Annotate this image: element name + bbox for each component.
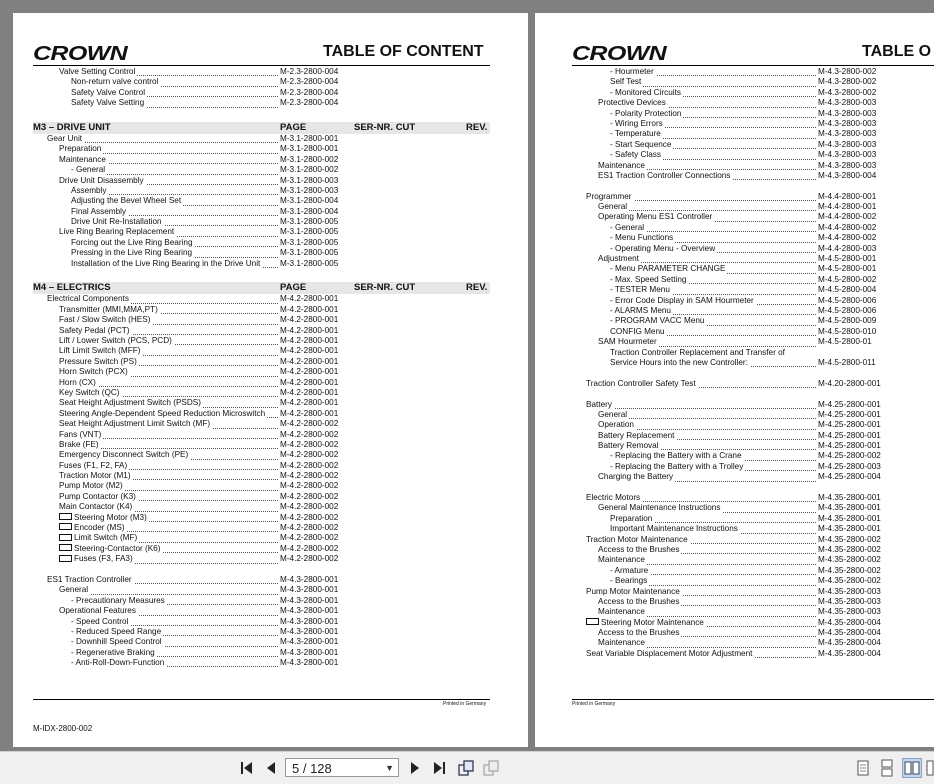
left-pdf-page xyxy=(13,13,528,747)
toc-entry-text: Maintenance xyxy=(598,555,645,565)
toc-entry-page: M-4.35-2800-002 xyxy=(818,565,881,575)
toc-entry-text: Pressure Switch (PS) xyxy=(59,356,137,366)
toc-entry-text: - General xyxy=(610,222,645,232)
toc-entry-page: M-4.2-2800-002 xyxy=(280,450,339,460)
toc-left xyxy=(33,67,490,668)
toc-entry-page: M-4.35-2800-004 xyxy=(818,638,881,648)
toc-entry-text: Self Test xyxy=(610,77,642,87)
battery-symbol-icon xyxy=(59,544,72,551)
toc-entry-page: M-4.4-2800-003 xyxy=(818,243,877,253)
toc-entry-page: M-3.1-2800-001 xyxy=(280,133,339,143)
toc-entry-text: Protective Devices xyxy=(598,98,666,108)
toc-entry-text: Steering Motor Maintenance xyxy=(601,617,704,627)
previous-page-icon[interactable] xyxy=(261,758,281,778)
page-indicator: 5 / 128 xyxy=(292,761,332,776)
toc-entry-text: Programmer xyxy=(586,191,632,201)
toc-entry-text: Key Switch (QC) xyxy=(59,387,120,397)
page-title: TABLE O xyxy=(862,43,932,60)
toc-entry-text: Pump Contactor (K3) xyxy=(59,491,136,501)
toc-entry-page: M-4.35-2800-004 xyxy=(818,648,881,658)
toc-entry-page: M-4.3-2800-001 xyxy=(280,637,339,647)
toc-entry-page: M-4.25-2800-004 xyxy=(818,472,881,482)
toc-entry-text: - Start Sequence xyxy=(610,139,672,149)
toc-entry-page: M-4.3-2800-003 xyxy=(818,150,877,160)
toc-entry-page: M-4.5-2800-004 xyxy=(818,285,877,295)
toc-entry-page: M-4.2-2800-002 xyxy=(280,471,339,481)
toc-entry-text: - Anti-Roll-Down-Function xyxy=(71,658,165,668)
toc-entry-text: Battery Removal xyxy=(598,441,659,451)
chevron-down-icon: ▼ xyxy=(385,763,394,773)
toc-entry-label xyxy=(598,472,675,482)
battery-symbol-icon xyxy=(59,523,72,530)
toc-entry-page: M-4.5-2800-009 xyxy=(818,316,877,326)
toc-entry[interactable] xyxy=(572,337,882,347)
toc-entry-page: M-4.5-2800-011 xyxy=(818,357,876,367)
footer-rule xyxy=(33,699,490,700)
rotate-icon[interactable] xyxy=(456,758,476,778)
printed-in-germany: Printed in Germany xyxy=(443,701,487,707)
right-pdf-page xyxy=(535,13,934,747)
toc-entry-page: M-4.2-2800-002 xyxy=(280,439,339,449)
toc-entry-text: Transmitter (MMI,MMA,PT) xyxy=(59,304,158,314)
toc-entry-page: M-4.35-2800-003 xyxy=(818,596,881,606)
toc-entry-page: M-4.2-2800-002 xyxy=(280,460,339,470)
toc-entry-text: Adjustment xyxy=(598,254,639,264)
toc-entry-text: Charging the Battery xyxy=(598,472,674,482)
battery-symbol-icon xyxy=(586,618,599,625)
toc-entry-page: M-3.1-2800-002 xyxy=(280,165,339,175)
toc-entry-text: General xyxy=(59,585,89,595)
toc-entry-page: M-3.1-2800-005 xyxy=(280,258,339,268)
toc-entry-label xyxy=(59,554,135,564)
toc-entry-text: Important Maintenance Instructions xyxy=(610,524,738,534)
next-page-icon[interactable] xyxy=(405,758,425,778)
toc-entry-text: - Speed Control xyxy=(71,616,129,626)
toc-entry-page: M-4.4-2800-001 xyxy=(818,202,877,212)
toc-entry-text: General xyxy=(598,202,628,212)
toc-entry-text: Pump Motor (M2) xyxy=(59,481,123,491)
toc-entry-text: Operational Features xyxy=(59,606,136,616)
toc-entry-page: M-3.1-2800-003 xyxy=(280,175,339,185)
toc-entry-page: M-4.35-2800-001 xyxy=(818,493,881,503)
toc-entry-page: M-4.5-2800-002 xyxy=(818,274,877,284)
battery-symbol-icon xyxy=(59,534,72,541)
toc-entry-page: M-4.35-2800-004 xyxy=(818,617,881,627)
toc-entry-page: M-2.3-2800-004 xyxy=(280,67,339,76)
toc-entry-page: M-4.2-2800-001 xyxy=(280,304,339,314)
toc-entry-text: Safety Valve Setting xyxy=(71,98,145,108)
toc-entry-text: Main Contactor (K4) xyxy=(59,502,133,512)
toc-entry-page: M-4.2-2800-002 xyxy=(280,543,339,553)
toc-entry-text: SAM Hourmeter xyxy=(598,337,657,347)
column-page: PAGE xyxy=(280,121,307,133)
toc-spacer xyxy=(33,269,490,279)
toc-entry-text: - ALARMS Menu xyxy=(610,305,671,315)
toc-entry-text: Preparation xyxy=(59,144,102,154)
toc-entry-page: M-4.3-2800-001 xyxy=(280,595,339,605)
toc-entry-page: M-4.25-2800-003 xyxy=(818,461,881,471)
toc-entry-text: Battery xyxy=(586,399,612,409)
toc-entry-text: Steering-Contactor (K6) xyxy=(74,543,161,553)
toc-entry-text: Brake (FE) xyxy=(59,439,99,449)
toc-entry-page: M-4.35-2800-003 xyxy=(818,607,881,617)
toc-entry-text: Steering Angle-Dependent Speed Reduction Microswitch xyxy=(59,408,266,418)
toc-entry-page: M-4.5-2800-010 xyxy=(818,326,877,336)
toc-entry-text: Maintenance xyxy=(598,160,645,170)
toc-entry-page: M-3.1-2800-005 xyxy=(280,227,339,237)
toc-entry-text: - Menu PARAMETER CHANGE xyxy=(610,264,726,274)
toc-entry-text: - Replacing the Battery with a Crane xyxy=(610,451,742,461)
toc-entry-text: Final Assembly xyxy=(71,206,127,216)
toc-entry-page: M-3.1-2800-002 xyxy=(280,154,339,164)
toc-entry-text: Traction Controller Replacement and Transfer of xyxy=(610,347,785,357)
toc-entry-text: Horn Switch (PCX) xyxy=(59,367,128,377)
toc-entry-page: M-4.3-2800-001 xyxy=(280,658,339,668)
toc-entry-page: M-4.4-2800-002 xyxy=(818,233,877,243)
toc-entry-text: Pump Motor Maintenance xyxy=(586,586,680,596)
toc-entry-text: Maintenance xyxy=(598,607,645,617)
toc-entry-page: M-4.2-2800-002 xyxy=(280,512,339,522)
last-page-icon[interactable] xyxy=(429,758,449,778)
toc-entry-text: Lift Limit Switch (MFF) xyxy=(59,346,141,356)
toc-entry-page: M-4.3-2800-001 xyxy=(280,626,339,636)
toc-entry-page: M-4.2-2800-001 xyxy=(280,325,339,335)
toc-entry-text: - Operating Menu - Overview xyxy=(610,243,716,253)
toc-entry-page: M-3.1-2800-005 xyxy=(280,217,339,227)
toc-entry-text: General Maintenance Instructions xyxy=(598,503,721,513)
toc-entry-text: Installation of the Live Ring Bearing in the Drive Unit xyxy=(71,258,261,268)
battery-symbol-icon xyxy=(59,555,72,562)
rotate-counter-icon[interactable] xyxy=(481,758,501,778)
toc-entry-page: M-4.2-2800-001 xyxy=(280,387,339,397)
toc-entry-page: M-4.2-2800-002 xyxy=(280,491,339,501)
toc-entry[interactable] xyxy=(572,649,882,659)
toc-entry-text: Safety Valve Control xyxy=(71,87,146,97)
toc-entry-page: M-4.35-2800-003 xyxy=(818,586,881,596)
toc-entry[interactable] xyxy=(572,171,882,181)
toc-entry-page: M-4.2-2800-002 xyxy=(280,554,339,564)
toc-entry-text: - Temperature xyxy=(610,129,661,139)
toc-entry-page: M-4.25-2800-001 xyxy=(818,399,881,409)
toc-entry-page: M-4.3-2800-003 xyxy=(818,108,877,118)
column-revision: REV. xyxy=(466,282,488,294)
toc-entry-page: M-4.5-2800-006 xyxy=(818,305,877,315)
toc-entry-page: M-4.5-2800-001 xyxy=(818,264,877,274)
toc-entry-page: M-4.2-2800-002 xyxy=(280,429,339,439)
toc-entry-page: M-4.3-2800-002 xyxy=(818,87,877,97)
toc-entry-page: M-3.1-2800-004 xyxy=(280,206,339,216)
toc-entry-text: - Downhill Speed Control xyxy=(71,637,162,647)
toc-entry-text: Preparation xyxy=(610,513,653,523)
toc-entry-text: - Replacing the Battery with a Trolley xyxy=(610,461,744,471)
toc-entry-text: General xyxy=(598,409,628,419)
toc-entry-page: M-4.3-2800-003 xyxy=(818,139,877,149)
toc-entry-text: Forcing out the Live Ring Bearing xyxy=(71,237,193,247)
toc-entry-page: M-4.35-2800-001 xyxy=(818,524,881,534)
toc-entry[interactable] xyxy=(33,554,490,564)
section-title: M4 – ELECTRICS xyxy=(33,282,111,294)
toc-entry-text: - Error Code Display in SAM Hourmeter xyxy=(610,295,754,305)
toc-entry-text: Battery Replacement xyxy=(598,430,675,440)
toc-entry-page: M-4.5-2800-01 xyxy=(818,337,872,347)
toc-entry-text: Gear Unit xyxy=(47,133,83,143)
toc-entry-text: Traction Motor Maintenance xyxy=(586,534,688,544)
first-page-icon[interactable] xyxy=(237,758,257,778)
toc-entry-text: ES1 Traction Controller Connections xyxy=(598,170,731,180)
toc-entry-text: Seat Height Adjustment Switch (PSDS) xyxy=(59,398,201,408)
toc-entry-text: Fans (VNT) xyxy=(59,429,102,439)
toc-entry-page: M-4.2-2800-001 xyxy=(280,408,339,418)
column-revision: REV. xyxy=(466,121,488,133)
toc-entry-label xyxy=(71,658,166,668)
toc-entry-label xyxy=(586,379,698,389)
toc-entry-text: - TESTER Menu xyxy=(610,285,670,295)
toc-entry-page: M-4.3-2800-003 xyxy=(818,129,877,139)
toc-entry-page: M-4.35-2800-004 xyxy=(818,628,881,638)
toc-entry-text: Access to the Brushes xyxy=(598,544,680,554)
two-page-continuous-view-icon[interactable] xyxy=(926,758,934,778)
toc-entry-text: Electrical Components xyxy=(47,294,129,304)
toc-entry-text: Seat Variable Displacement Motor Adjustment xyxy=(586,648,753,658)
toc-entry-page: M-4.3-2800-002 xyxy=(818,77,877,87)
document-id: M-IDX-2800-002 xyxy=(33,724,93,733)
toc-entry-text: Adjusting the Bevel Wheel Set xyxy=(71,196,182,206)
toc-entry-page: M-4.25-2800-001 xyxy=(818,420,881,430)
toc-entry-page: M-4.3-2800-001 xyxy=(280,616,339,626)
toc-entry-text: Steering Motor (M3) xyxy=(74,512,147,522)
toc-entry-page: M-4.35-2800-001 xyxy=(818,503,881,513)
toc-entry-text: - PROGRAM VACC Menu xyxy=(610,316,705,326)
toc-entry-page: M-3.1-2800-001 xyxy=(280,144,339,154)
toc-entry-label xyxy=(586,649,754,659)
toc-entry-page: M-2.3-2800-004 xyxy=(280,77,339,87)
toc-entry-page: M-4.3-2800-003 xyxy=(818,160,877,170)
toc-entry-text: Traction Controller Safety Test xyxy=(586,378,696,388)
toc-entry-text: Safety Pedal (PCT) xyxy=(59,325,130,335)
toc-entry-page: M-4.2-2800-001 xyxy=(280,356,339,366)
toc-spacer xyxy=(33,109,490,119)
toc-right xyxy=(572,67,882,659)
toc-entry-text: Horn (CX) xyxy=(59,377,96,387)
toc-entry-page: M-4.2-2800-001 xyxy=(280,294,339,304)
toc-entry-text: - Safety Class xyxy=(610,150,661,160)
toc-entry-page: M-4.4-2800-002 xyxy=(818,222,877,232)
toc-entry[interactable] xyxy=(33,259,490,269)
continuous-view-icon[interactable] xyxy=(877,758,897,778)
toc-entry-page: M-4.2-2800-001 xyxy=(280,398,339,408)
toc-entry-page: M-4.25-2800-001 xyxy=(818,430,881,440)
toc-entry-text: - Reduced Speed Range xyxy=(71,626,162,636)
toc-entry-text: Assembly xyxy=(71,185,107,195)
toc-entry-page: M-4.3-2800-001 xyxy=(280,585,339,595)
toc-entry-page: M-4.25-2800-002 xyxy=(818,451,881,461)
toc-entry-label xyxy=(610,358,750,368)
toc-entry-label xyxy=(598,337,659,347)
toc-entry-page: M-4.2-2800-002 xyxy=(280,533,339,543)
toc-entry-page: M-4.5-2800-001 xyxy=(818,254,877,264)
toc-entry-text: Valve Setting Control xyxy=(59,67,136,76)
toc-entry-text: Drive Unit Disassembly xyxy=(59,175,144,185)
toc-entry[interactable] xyxy=(572,472,882,482)
toc-entry-text: Lift / Lower Switch (PCS, PCD) xyxy=(59,335,172,345)
toc-entry-text: Maintenance xyxy=(59,154,106,164)
crown-logo: CROWN xyxy=(572,43,667,65)
toc-entry-page: M-4.4-2800-002 xyxy=(818,212,877,222)
toc-entry-page: M-3.1-2800-005 xyxy=(280,248,339,258)
toc-entry-text: - Armature xyxy=(610,565,649,575)
page-number-select[interactable] xyxy=(285,758,399,777)
toc-entry-page: M-4.3-2800-001 xyxy=(280,574,339,584)
toc-entry-text: Limit Switch (MF) xyxy=(74,533,138,543)
toc-entry[interactable] xyxy=(572,379,882,389)
toc-entry-text: ES1 Traction Controller xyxy=(47,574,132,584)
toc-entry[interactable] xyxy=(33,98,490,108)
toc-entry-text: Emergency Disconnect Switch (PE) xyxy=(59,450,189,460)
toc-entry-text: - Bearings xyxy=(610,576,648,586)
toc-entry-text: Fuses (F1, F2, FA) xyxy=(59,460,128,470)
toc-entry-text: CONFIG Menu xyxy=(610,326,665,336)
toc-entry-text: Traction Motor (M1) xyxy=(59,471,131,481)
toc-entry-text: - Precautionary Measures xyxy=(71,595,165,605)
pdf-toolbar xyxy=(0,751,934,784)
toc-entry-page: M-4.2-2800-001 xyxy=(280,315,339,325)
toc-entry-text: - Wiring Errors xyxy=(610,118,663,128)
toc-entry-page: M-4.35-2800-002 xyxy=(818,576,881,586)
toc-entry-page: M-3.1-2800-003 xyxy=(280,185,339,195)
toc-entry-text: Fast / Slow Switch (HES) xyxy=(59,315,151,325)
toc-entry-text: Drive Unit Re-Installation xyxy=(71,217,162,227)
toc-entry-page: M-4.2-2800-002 xyxy=(280,502,339,512)
toc-entry-page: M-4.3-2800-004 xyxy=(818,170,877,180)
toc-entry-label xyxy=(71,259,262,269)
toc-entry-page: M-3.1-2800-005 xyxy=(280,237,339,247)
toc-entry-label xyxy=(598,171,732,181)
toc-entry-page: M-4.25-2800-001 xyxy=(818,441,881,451)
toc-entry-page: M-4.35-2800-002 xyxy=(818,555,881,565)
toc-entry-text: - Hourmeter xyxy=(610,67,654,76)
toc-entry-text: - Max. Speed Setting xyxy=(610,274,687,284)
toc-entry-text: - Polarity Protection xyxy=(610,108,682,118)
toc-entry-text: Access to the Brushes xyxy=(598,628,680,638)
column-serial-cut: SER-NR. CUT xyxy=(354,282,416,294)
toc-entry-text: Access to the Brushes xyxy=(598,596,680,606)
printed-in-germany: Printed in Germany xyxy=(572,701,616,707)
toc-entry-text: Fuses (F3, FA3) xyxy=(74,554,133,564)
toc-entry-page: M-4.3-2800-001 xyxy=(280,647,339,657)
toc-entry-page: M-4.2-2800-001 xyxy=(280,377,339,387)
toc-entry-text: Operating Menu ES1 Controller xyxy=(598,212,713,222)
toc-entry-page: M-4.25-2800-001 xyxy=(818,409,881,419)
toc-entry-page: M-4.3-2800-003 xyxy=(818,98,877,108)
toc-entry-page: M-4.35-2800-002 xyxy=(818,534,881,544)
toc-entry-text: - Monitored Circuits xyxy=(610,87,681,97)
toc-entry-text: Electric Motors xyxy=(586,493,641,503)
toc-entry-text: - Menu Functions xyxy=(610,233,674,243)
toc-entry-text: Operation xyxy=(598,420,634,430)
toc-entry-page: M-2.3-2800-004 xyxy=(280,98,339,108)
toc-entry-page: M-4.2-2800-001 xyxy=(280,335,339,345)
toc-entry-page: M-4.5-2800-006 xyxy=(818,295,877,305)
toc-entry[interactable] xyxy=(572,358,882,368)
page-title: TABLE OF CONTENT xyxy=(323,43,484,60)
battery-symbol-icon xyxy=(59,513,72,520)
toc-entry[interactable] xyxy=(33,658,490,668)
toc-entry-page: M-4.3-2800-002 xyxy=(818,67,877,76)
toc-entry-text: Pressing in the Live Ring Bearing xyxy=(71,248,193,258)
toc-entry-text: Maintenance xyxy=(598,638,645,648)
toc-entry-page: M-4.3-2800-001 xyxy=(280,606,339,616)
toc-entry-text: Seat Height Adjustment Limit Switch (MF) xyxy=(59,419,211,429)
toc-entry-page: M-4.20-2800-001 xyxy=(818,378,881,388)
toc-entry-page: M-4.2-2800-001 xyxy=(280,346,339,356)
toc-entry-page: M-4.4-2800-001 xyxy=(818,191,877,201)
section-title: M3 – DRIVE UNIT xyxy=(33,121,111,133)
toc-entry-page: M-4.2-2800-002 xyxy=(280,481,339,491)
toc-entry-page: M-4.3-2800-003 xyxy=(818,118,877,128)
toc-entry-page: M-4.2-2800-002 xyxy=(280,419,339,429)
toc-entry-page: M-4.35-2800-001 xyxy=(818,513,881,523)
toc-entry-label xyxy=(71,98,146,108)
toc-entry-page: M-4.2-2800-002 xyxy=(280,523,339,533)
toc-entry-text: Live Ring Bearing Replacement xyxy=(59,227,175,237)
toc-entry-page: M-4.35-2800-002 xyxy=(818,544,881,554)
toc-entry-text: - Regenerative Braking xyxy=(71,647,155,657)
toc-entry-text: - General xyxy=(71,165,106,175)
toc-entry-text: Service Hours into the new Controller: xyxy=(610,357,748,367)
toc-entry-text: Encoder (MS) xyxy=(74,523,125,533)
column-page: PAGE xyxy=(280,282,307,294)
toc-entry-page: M-2.3-2800-004 xyxy=(280,87,339,97)
toc-entry-page: M-4.2-2800-001 xyxy=(280,367,339,377)
toc-entry-page: M-3.1-2800-004 xyxy=(280,196,339,206)
column-serial-cut: SER-NR. CUT xyxy=(354,121,416,133)
toc-entry-text: Non-return valve control xyxy=(71,77,159,87)
footer-rule xyxy=(572,699,934,700)
two-page-view-icon[interactable] xyxy=(902,758,922,778)
crown-logo: CROWN xyxy=(33,43,128,65)
single-page-view-icon[interactable] xyxy=(853,758,873,778)
